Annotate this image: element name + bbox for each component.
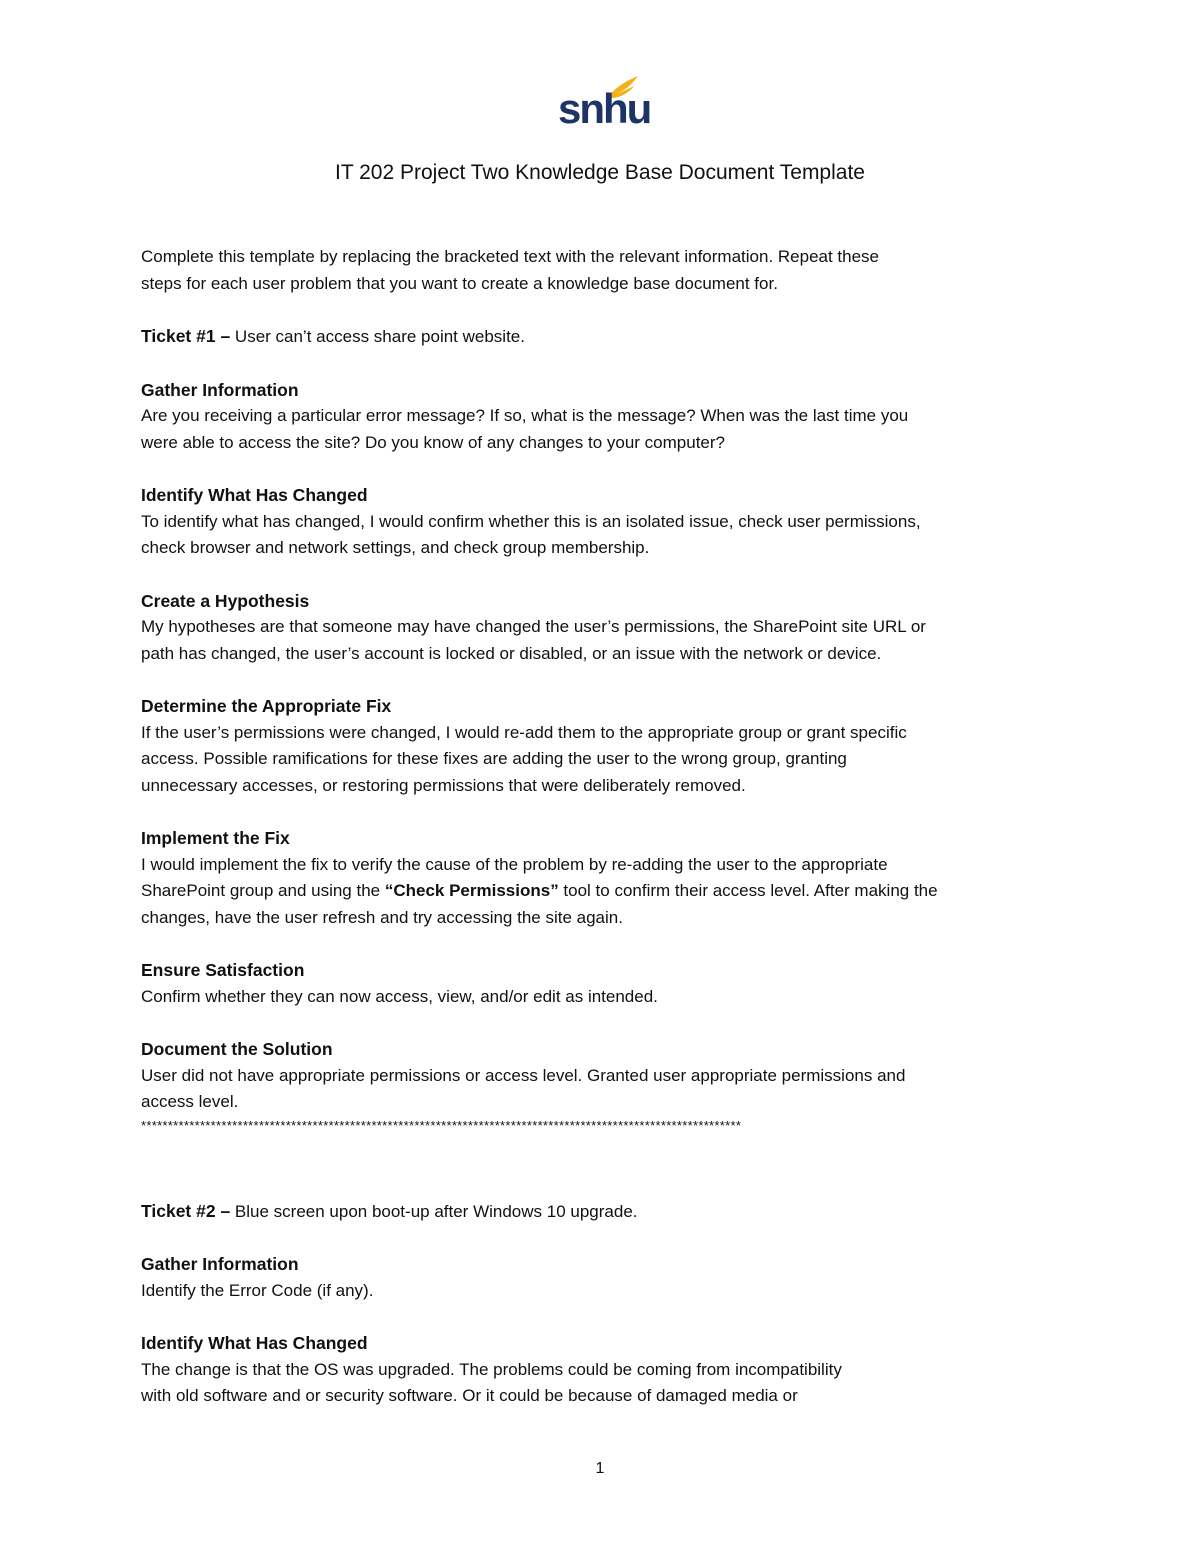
section-line: access level. xyxy=(141,1092,239,1111)
section-line: Are you receiving a particular error message? If so, what is the message? When was the last time you xyxy=(141,406,909,425)
section-heading: Create a Hypothesis xyxy=(141,590,310,611)
section-line: I would implement the fix to verify the cause of the problem by re-adding the user to the appropriate xyxy=(141,854,888,874)
section-line: with old software and or security software. Or it could be because of damaged media or xyxy=(141,1386,798,1405)
section-heading: Determine the Appropriate Fix xyxy=(141,696,392,716)
document-body xyxy=(141,244,1061,1410)
logo-wordmark: snhu xyxy=(558,85,651,132)
section-heading: Identify What Has Changed xyxy=(141,485,368,505)
section-heading: Implement the Fix xyxy=(141,828,290,848)
intro-line: steps for each user problem that you want to create a knowledge base document for. xyxy=(141,273,778,293)
section-line: User did not have appropriate permissions or access level. Granted user appropriate permissions and xyxy=(141,1065,906,1085)
section-line-text: tool to confirm their access level. After making the xyxy=(558,881,938,900)
snhu-logo xyxy=(558,72,651,134)
section-heading: Document the Solution xyxy=(141,1039,333,1059)
section-line: If the user’s permissions were changed, I would re-add them to the appropriate group or grant specific xyxy=(141,722,907,742)
section-line xyxy=(141,878,1061,905)
ticket-2-summary: Blue screen upon boot-up after Windows 10 upgrade. xyxy=(230,1201,638,1221)
section-line: My hypotheses are that someone may have changed the user’s permissions, the SharePoint site URL or xyxy=(141,617,926,636)
ticket-2-header xyxy=(141,1198,1061,1226)
section-line: Identify the Error Code (if any). xyxy=(141,1280,374,1300)
section-line-text: SharePoint group and using the xyxy=(141,881,385,900)
page-title: IT 202 Project Two Knowledge Base Document Template xyxy=(335,161,865,184)
section-line: path has changed, the user’s account is locked or disabled, or an issue with the network or device. xyxy=(141,643,882,663)
section-heading: Gather Information xyxy=(141,379,299,400)
ticket-1-label: Ticket #1 – xyxy=(141,326,231,346)
section-line: were able to access the site? Do you know of any changes to your computer? xyxy=(141,432,725,452)
section-heading: Ensure Satisfaction xyxy=(141,960,305,980)
intro-line: Complete this template by replacing the bracketed text with the relevant information. Repeat these xyxy=(141,247,880,266)
ticket-1-header xyxy=(141,323,1061,351)
section-line: The change is that the OS was upgraded. The problems could be coming from incompatibility xyxy=(141,1359,842,1379)
section-line: access. Possible ramifications for these fixes are adding the user to the wrong group, granting xyxy=(141,749,847,768)
ticket-2-label: Ticket #2 – xyxy=(141,1200,231,1221)
check-permissions-emphasis: “Check Permissions” xyxy=(384,881,559,900)
section-line: To identify what has changed, I would confirm whether this is an isolated issue, check user permissions, xyxy=(141,511,921,531)
ticket-1-summary: User can’t access share point website. xyxy=(230,327,525,346)
section-line: unnecessary accesses, or restoring permissions that were deliberately removed. xyxy=(141,775,746,795)
section-heading: Identify What Has Changed xyxy=(141,1333,368,1353)
page-number: 1 xyxy=(595,1460,605,1477)
separator-line: **************************************************************************************************************** xyxy=(141,1117,742,1133)
section-heading: Gather Information xyxy=(141,1254,299,1274)
section-line: Confirm whether they can now access, view, and/or edit as intended. xyxy=(141,986,658,1006)
section-line: changes, have the user refresh and try accessing the site again. xyxy=(141,907,623,927)
section-line: check browser and network settings, and check group membership. xyxy=(141,538,650,557)
